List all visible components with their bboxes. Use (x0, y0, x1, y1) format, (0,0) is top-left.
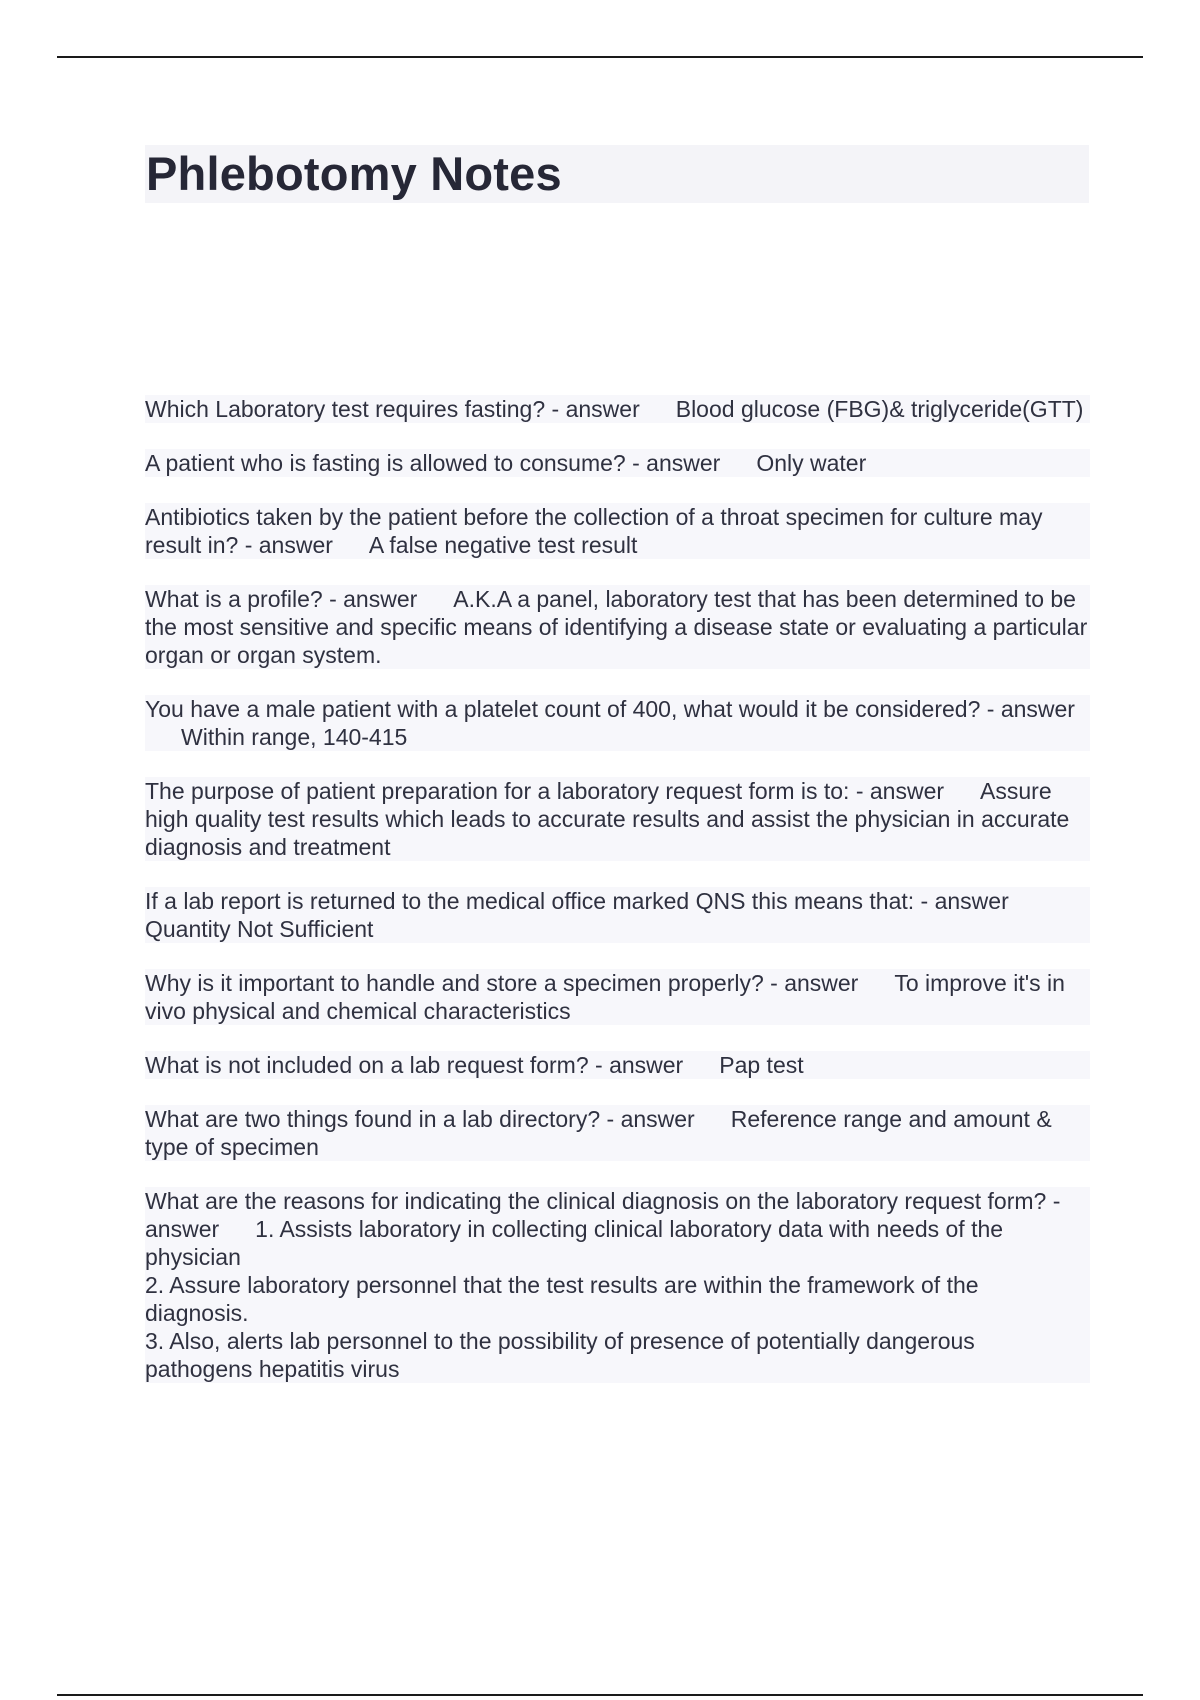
question-text: Why is it important to handle and store a specimen properly? - answer (145, 970, 859, 996)
bottom-rule (57, 1694, 1143, 1696)
question-text: What are two things found in a lab directory? - answer (145, 1106, 695, 1132)
answer-text: A.K.A a panel, laboratory test that has been determined to be the most sensitive and specific means of identifying a disease state or evaluating a particular organ or organ system. (145, 586, 1094, 668)
qa-item-fasting-test (145, 395, 1090, 423)
question-text: What is not included on a lab request form? - answer (145, 1052, 684, 1078)
qa-item-qns (145, 887, 1090, 943)
question-text: Which Laboratory test requires fasting? - answer (145, 396, 640, 422)
page-title: Phlebotomy Notes (146, 147, 562, 200)
answer-text: Quantity Not Sufficient (145, 916, 374, 942)
question-text: The purpose of patient preparation for a laboratory request form is to: - answer (145, 778, 945, 804)
answer-text: Blood glucose (FBG)& triglyceride(GTT) (675, 396, 1084, 422)
qa-item-fasting-consume (145, 449, 1090, 477)
answer-text: To improve it's in vivo physical and chemical characteristics (145, 970, 1072, 1024)
answer-text: Within range, 140-415 (181, 724, 408, 750)
answer-text: 1. Assists laboratory in collecting clinical laboratory data with needs of the physician (145, 1216, 1010, 1270)
answer-text: Only water (756, 450, 867, 476)
answer-text: A false negative test result (368, 532, 638, 558)
qa-item-clinical-diagnosis (145, 1187, 1090, 1383)
qa-item-request-form (145, 1051, 1090, 1079)
answer-text: Pap test (719, 1052, 804, 1078)
answer-text: Assure high quality test results which leads to accurate results and assist the physician in accurate diagnosis and treatment (145, 778, 1076, 860)
question-text: What are the reasons for indicating the clinical diagnosis on the laboratory request form? - answer (145, 1188, 1067, 1242)
answer-line: 3. Also, alerts lab personnel to the possibility of presence of potentially dangerous pathogens hepatitis virus (145, 1328, 982, 1382)
question-text: What is a profile? - answer (145, 586, 418, 612)
qa-item-lab-directory (145, 1105, 1090, 1161)
question-text: If a lab report is returned to the medical office marked QNS this means that: - answer (145, 888, 1009, 914)
qa-item-platelet-count (145, 695, 1090, 751)
top-rule (57, 56, 1143, 58)
qa-item-patient-preparation (145, 777, 1090, 861)
qa-item-antibiotics (145, 503, 1090, 559)
answer-line: 2. Assure laboratory personnel that the test results are within the framework of the diagnosis. (145, 1272, 985, 1326)
question-text: A patient who is fasting is allowed to consume? - answer (145, 450, 721, 476)
qa-item-profile (145, 585, 1094, 669)
question-text: You have a male patient with a platelet count of 400, what would it be considered? - answer (145, 696, 1075, 722)
answer-text: Reference range and amount & type of specimen (145, 1106, 1059, 1160)
question-text: Antibiotics taken by the patient before the collection of a throat specimen for culture may result in? - answer (145, 504, 1049, 558)
qa-list (145, 395, 1094, 1409)
qa-item-specimen-storage (145, 969, 1090, 1025)
